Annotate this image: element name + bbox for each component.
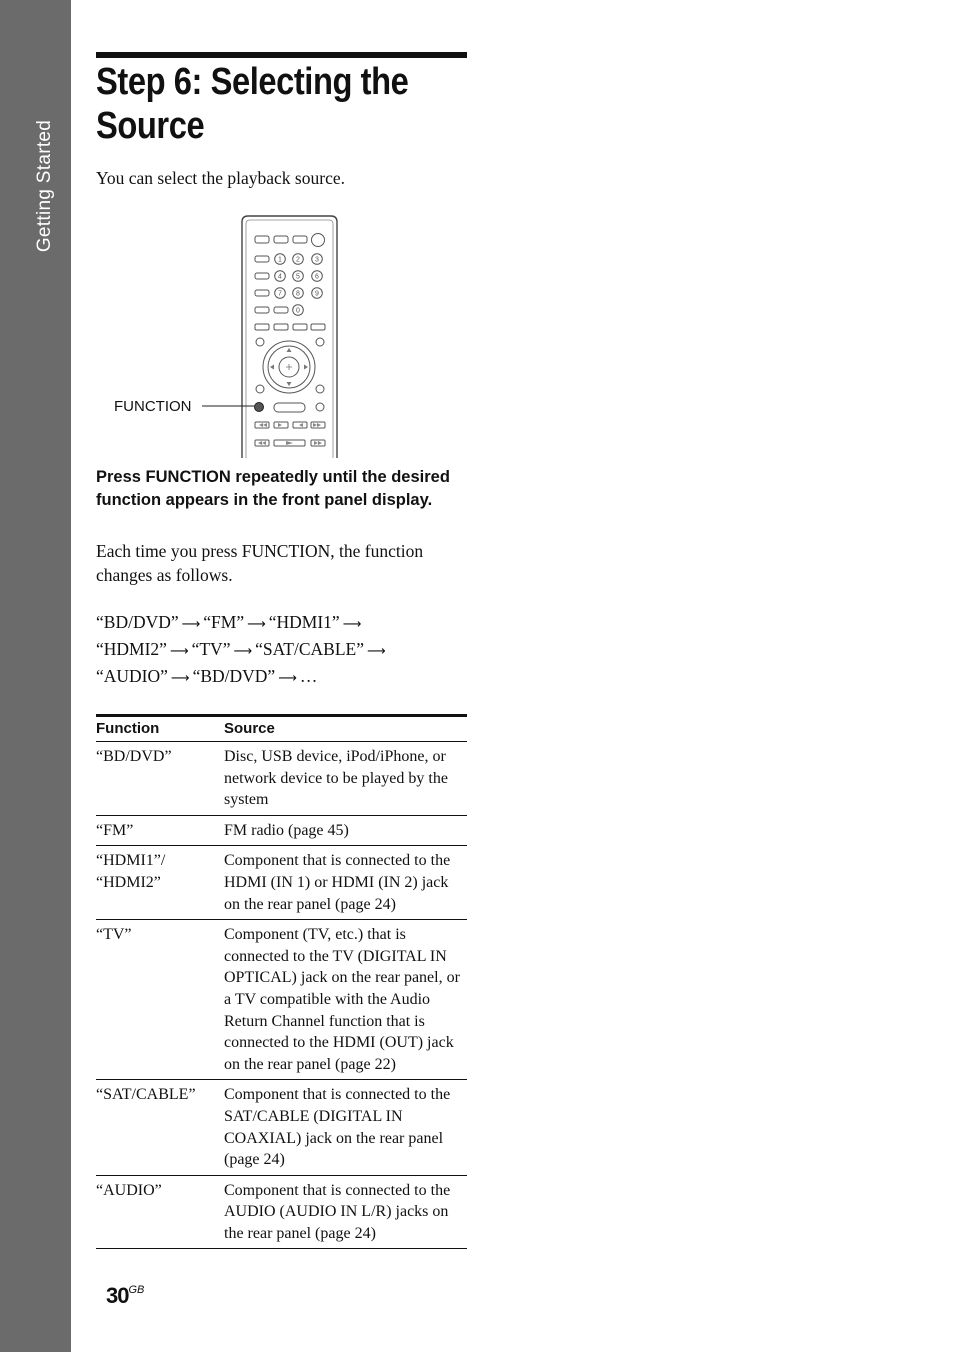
table-row — [96, 920, 467, 1080]
function-sequence — [96, 610, 467, 691]
sequence-item: … — [299, 666, 318, 686]
arrow-right-icon: ⟶ — [169, 644, 189, 659]
table-row — [96, 1080, 467, 1175]
number-label: 5 — [296, 273, 300, 281]
source-cell: Disc, USB device, iPod/iPhone, or network device to be played by the system — [224, 742, 467, 816]
sequence-line — [96, 610, 467, 637]
number-label: 8 — [296, 290, 300, 298]
number-label: 4 — [278, 273, 282, 281]
sequence-item: “HDMI1” — [268, 612, 340, 632]
intro-text: You can select the playback source. — [96, 168, 345, 188]
sequence-item: “BD/DVD” — [96, 612, 179, 632]
arrow-right-icon: ⟶ — [342, 617, 362, 632]
section-side-tab — [0, 0, 71, 1352]
table-row — [96, 815, 467, 846]
number-label: 9 — [315, 290, 319, 298]
number-label: 6 — [315, 273, 319, 281]
function-cell: “BD/DVD” — [96, 742, 224, 816]
number-label: 7 — [278, 290, 282, 298]
arrow-right-icon: ⟶ — [278, 671, 297, 686]
page-title: Step 6: Selecting the Source — [96, 61, 409, 147]
instruction-text: Press FUNCTION repeatedly until the desired function appears in the front panel display. — [96, 468, 450, 509]
heading-rule — [96, 52, 467, 58]
table-row — [96, 742, 467, 816]
table-row — [96, 846, 467, 920]
page-number-suffix: GB — [128, 1284, 145, 1296]
table-row — [96, 1175, 467, 1249]
sequence-line — [96, 664, 467, 691]
page-number — [106, 1283, 144, 1309]
number-label: 2 — [296, 256, 300, 264]
arrow-right-icon: ⟶ — [181, 617, 201, 632]
source-cell: Component that is connected to the AUDIO (AUDIO IN L/R) jacks on the rear panel (page 24) — [224, 1175, 467, 1249]
function-callout-label: FUNCTION — [114, 398, 192, 415]
page-number-value: 30 — [106, 1283, 129, 1308]
sequence-item: “BD/DVD” — [192, 666, 276, 686]
table-header-row — [96, 716, 467, 742]
function-source-table — [96, 714, 467, 1249]
sequence-item: “AUDIO” — [96, 666, 168, 686]
sequence-item: “FM” — [203, 612, 245, 632]
source-cell: FM radio (page 45) — [224, 815, 467, 846]
function-button — [255, 403, 264, 412]
column-header-function: Function — [96, 716, 224, 742]
number-label: 1 — [278, 256, 282, 264]
function-cell: “TV” — [96, 920, 224, 1080]
function-cell: “SAT/CABLE” — [96, 1080, 224, 1175]
sequence-item: “SAT/CABLE” — [255, 639, 364, 659]
source-cell: Component (TV, etc.) that is connected to the TV (DIGITAL IN OPTICAL) jack on the rear panel, or a TV compatible with the Audio Return Channel function that is connected to the HDMI (OUT) jack on the rear panel (page 22) — [224, 920, 467, 1080]
number-label: 3 — [315, 256, 319, 264]
arrow-right-icon: ⟶ — [233, 644, 253, 659]
source-cell: Component that is connected to the SAT/CABLE (DIGITAL IN COAXIAL) jack on the rear panel (page 24) — [224, 1080, 467, 1175]
sequence-item: “HDMI2” — [96, 639, 167, 659]
column-header-source: Source — [224, 716, 467, 742]
body-text: Each time you press FUNCTION, the function changes as follows. — [96, 541, 424, 585]
function-cell: “FM” — [96, 815, 224, 846]
sequence-line — [96, 637, 467, 664]
arrow-right-icon: ⟶ — [247, 617, 266, 632]
remote-illustration — [96, 212, 467, 458]
arrow-right-icon: ⟶ — [170, 671, 190, 686]
source-cell: Component that is connected to the HDMI (IN 1) or HDMI (IN 2) jack on the rear panel (page 24) — [224, 846, 467, 920]
sequence-item: “TV” — [191, 639, 231, 659]
number-label: 0 — [296, 307, 300, 315]
arrow-right-icon: ⟶ — [367, 644, 386, 659]
section-label: Getting Started — [34, 119, 55, 253]
function-cell: “HDMI1”/ “HDMI2” — [96, 846, 224, 920]
remote-control-drawing — [96, 212, 467, 458]
function-cell: “AUDIO” — [96, 1175, 224, 1249]
